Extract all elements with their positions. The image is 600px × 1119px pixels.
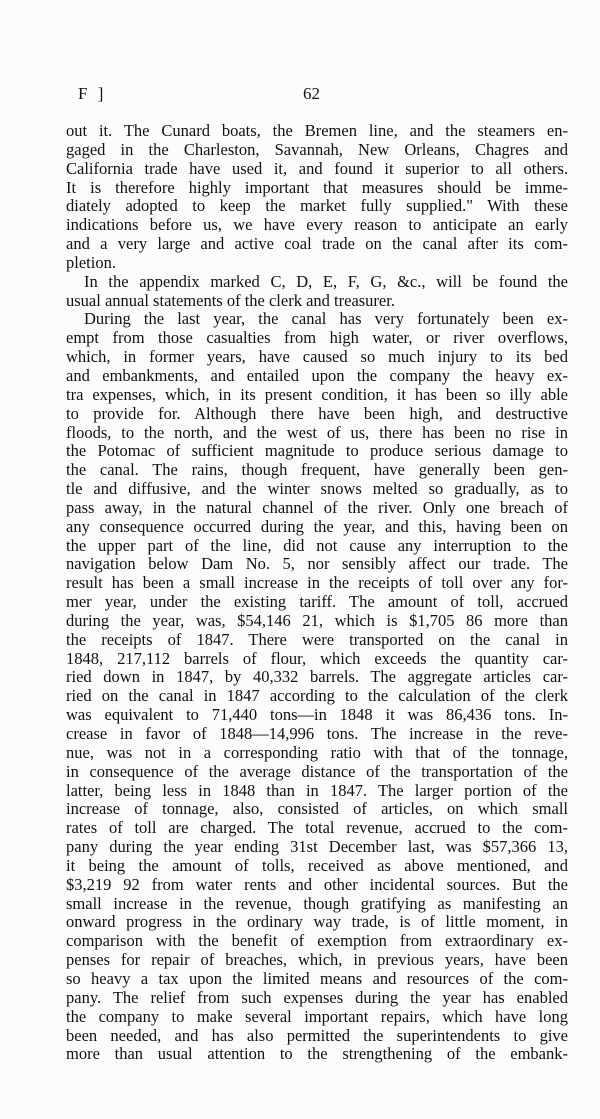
text-line: pany during the year ending 31st December last, was $57,366 13, bbox=[66, 837, 568, 857]
text-line: pany. The relief from such expenses during the year has enabled bbox=[66, 987, 568, 1007]
text-line: the receipts of 1847. There were transported on the canal in bbox=[66, 629, 568, 649]
text-line: comparison with the benefit of exemption from extraordinary ex- bbox=[66, 931, 568, 951]
text-line: rates of toll are charged. The total revenue, accrued to the com- bbox=[66, 818, 568, 838]
text-line: the canal. The rains, though frequent, have generally been gen- bbox=[66, 460, 568, 480]
text-line: 1848, 217,112 barrels of flour, which exceeds the quantity car- bbox=[66, 648, 568, 668]
text-line: any consequence occurred during the year, and this, having been on bbox=[66, 516, 568, 536]
text-line: the company to make several important repairs, which have long bbox=[66, 1006, 568, 1026]
text-line: in consequence of the average distance of the transportation of the bbox=[66, 761, 568, 781]
text-line: so heavy a tax upon the limited means and resources of the com- bbox=[66, 968, 568, 988]
text-line: during the year, was, $54,146 21, which is $1,705 86 more than bbox=[66, 610, 568, 630]
text-line: California trade have used it, and found it superior to all others. bbox=[66, 158, 568, 178]
text-line: navigation below Dam No. 5, nor sensibly affect our trade. The bbox=[66, 554, 568, 574]
text-line: and embankments, and entailed upon the company the heavy ex- bbox=[66, 365, 568, 385]
text-line: latter, being less in 1848 than in 1847. The larger portion of the bbox=[66, 780, 568, 800]
text-line: gaged in the Charleston, Savannah, New Orleans, Chagres and bbox=[66, 139, 568, 159]
text-line: ried on the canal in 1847 according to the calculation of the clerk bbox=[66, 686, 568, 706]
text-line: increase of tonnage, also, consisted of articles, on which small bbox=[66, 799, 568, 819]
text-line: result has been a small increase in the receipts of toll over any for- bbox=[66, 573, 568, 593]
text-line: $3,219 92 from water rents and other incidental sources. But the bbox=[66, 874, 568, 894]
text-line: was equivalent to 71,440 tons—in 1848 it was 86,436 tons. In- bbox=[66, 705, 568, 725]
text-line: small increase in the revenue, though gratifying as manifesting an bbox=[66, 893, 568, 913]
text-line: the upper part of the line, did not cause any interruption to the bbox=[66, 535, 568, 555]
text-line: During the last year, the canal has very fortunately been ex- bbox=[84, 309, 568, 329]
text-line: and a very large and active coal trade on the canal after its com- bbox=[66, 234, 568, 254]
text-line: pletion. bbox=[66, 252, 116, 272]
text-line: more than usual attention to the strengthening of the embank- bbox=[66, 1044, 568, 1064]
text-line: mer year, under the existing tariff. The amount of toll, accrued bbox=[66, 592, 568, 612]
text-line: the Potomac of sufficient magnitude to produce serious damage to bbox=[66, 441, 568, 461]
text-line: crease in favor of 1848—14,996 tons. The increase in the reve- bbox=[66, 724, 568, 743]
body-text bbox=[66, 122, 568, 1064]
text-line: penses for repair of breaches, which, in previous years, have been bbox=[66, 950, 568, 970]
text-line: usual annual statements of the clerk and treasurer. bbox=[66, 290, 395, 310]
text-line: In the appendix marked C, D, E, F, G, &c., will be found the bbox=[84, 271, 568, 291]
text-line: onward progress in the ordinary way trade, is of little moment, in bbox=[66, 912, 568, 932]
text-line: tra expenses, which, in its present condition, it has been so illy able bbox=[66, 384, 568, 404]
text-line: ried down in 1847, by 40,332 barrels. The aggregate articles car- bbox=[66, 667, 568, 687]
text-line: floods, to the north, and the west of us, there has been no rise in bbox=[66, 422, 568, 442]
page-header bbox=[0, 84, 600, 108]
text-line: been needed, and has also permitted the superintendents to give bbox=[66, 1025, 568, 1045]
page-number: 62 bbox=[303, 84, 320, 103]
text-line: nue, was not in a corresponding ratio with that of the tonnage, bbox=[66, 742, 568, 762]
text-line: pass away, in the natural channel of the river. Only one breach of bbox=[66, 497, 568, 517]
text-line: It is therefore highly important that measures should be imme- bbox=[66, 177, 568, 197]
section-mark: F ] bbox=[78, 84, 107, 103]
text-line: which, in former years, have caused so much injury to its bed bbox=[66, 347, 568, 367]
text-line: tle and diffusive, and the winter snows melted so gradually, as to bbox=[66, 479, 568, 499]
text-line: diately adopted to keep the market fully supplied." With these bbox=[66, 196, 568, 216]
text-line: indications before us, we have every reason to anticipate an early bbox=[66, 215, 568, 235]
text-line: it being the amount of tolls, received as above mentioned, and bbox=[66, 855, 568, 875]
text-line: empt from those casualties from high water, or river overflows, bbox=[66, 328, 568, 348]
text-line: to provide for. Although there have been high, and destructive bbox=[66, 403, 568, 423]
text-line: out it. The Cunard boats, the Bremen line, and the steamers en- bbox=[66, 121, 568, 140]
